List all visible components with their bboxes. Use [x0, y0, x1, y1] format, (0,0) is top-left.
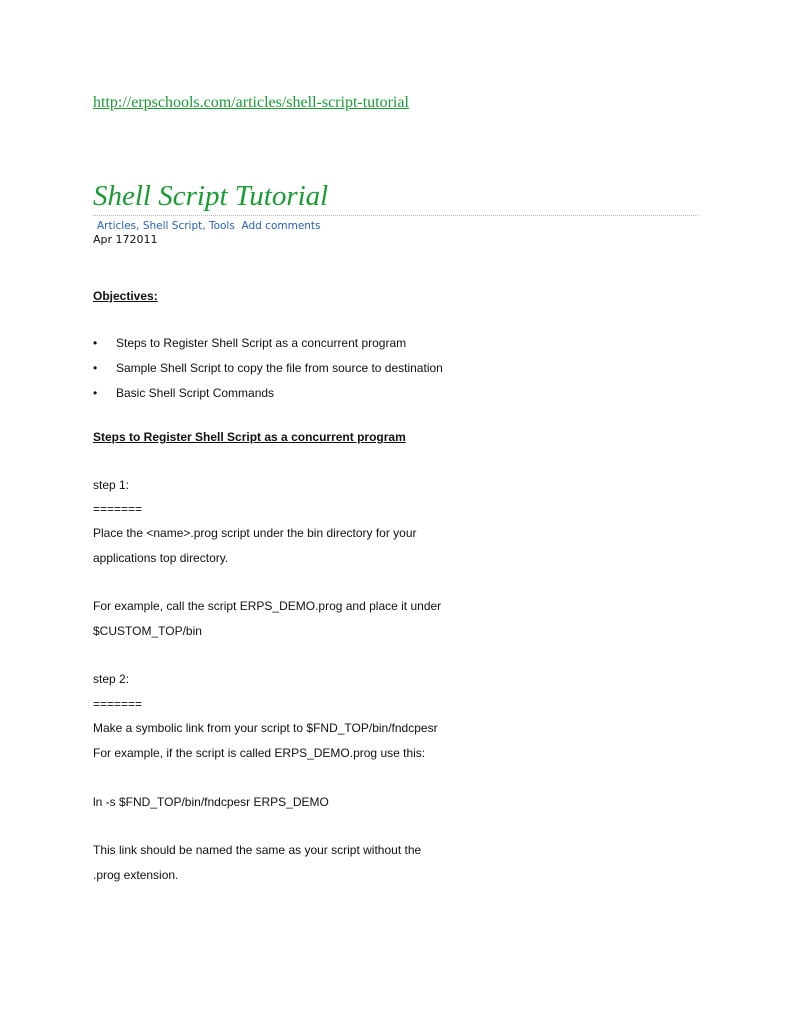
category-link-shell-script[interactable]: Shell Script [142, 220, 203, 232]
step2-line: .prog extension. [93, 868, 179, 882]
bullet-marker: • [93, 336, 98, 350]
step2-line: This link should be named the same as your script without the [93, 843, 422, 857]
category-link-articles[interactable]: Articles [97, 220, 137, 232]
objective-item: Sample Shell Script to copy the file from source to destination [116, 361, 443, 375]
step1-line: $CUSTOM_TOP/bin [93, 624, 202, 638]
step1-separator: ======= [93, 502, 143, 516]
step2-separator: ======= [93, 697, 143, 711]
article-date: Apr 172011 [93, 233, 158, 246]
step2-line: For example, if the script is called ERPS_DEMO.prog use this: [93, 746, 426, 760]
category-link-tools[interactable]: Tools [208, 220, 235, 232]
objective-item: Basic Shell Script Commands [116, 386, 275, 400]
step2-line: Make a symbolic link from your script to $FND_TOP/bin/fndcpesr [93, 721, 438, 735]
step2-command: ln -s $FND_TOP/bin/fndcpesr ERPS_DEMO [93, 795, 329, 809]
add-comments-link[interactable]: Add comments [241, 220, 321, 232]
objective-item: Steps to Register Shell Script as a concurrent program [116, 336, 407, 350]
bullet-marker: • [93, 386, 98, 400]
title-divider [93, 215, 698, 216]
steps-heading: Steps to Register Shell Script as a concurrent program [93, 430, 406, 444]
article-title: Shell Script Tutorial [93, 180, 329, 212]
step1-label: step 1: [93, 478, 130, 492]
step1-line: Place the <name>.prog script under the bin directory for your [93, 526, 417, 540]
article-meta: Articles, Shell Script, Tools Add comments [97, 220, 321, 232]
step1-line: applications top directory. [93, 551, 229, 565]
objectives-heading: Objectives: [93, 289, 158, 303]
step1-line: For example, call the script ERPS_DEMO.prog and place it under [93, 599, 442, 613]
bullet-marker: • [93, 361, 98, 375]
source-url-link[interactable]: http://erpschools.com/articles/shell-script-tutorial [93, 94, 409, 111]
step2-label: step 2: [93, 672, 130, 686]
